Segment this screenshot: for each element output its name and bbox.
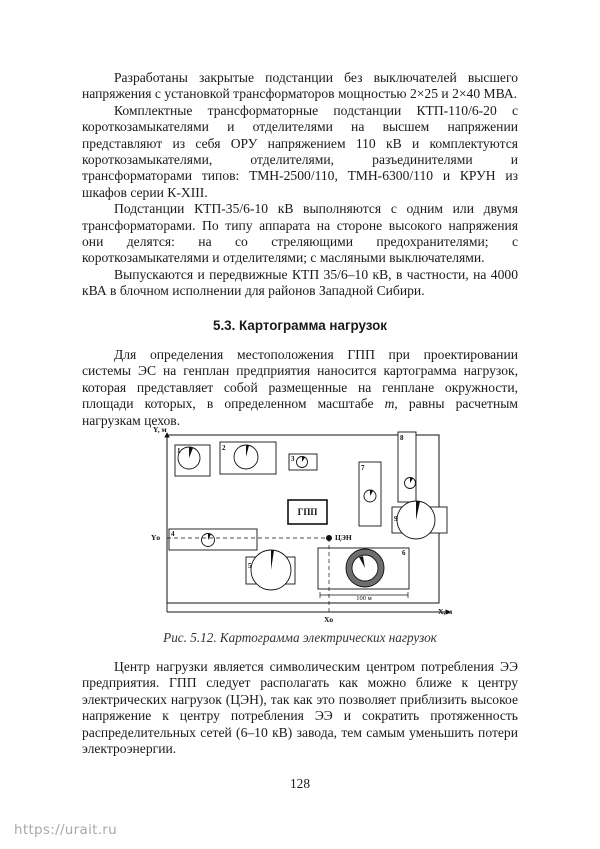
shop-9 [392, 501, 447, 539]
shop-1 [175, 445, 210, 476]
cartogram-svg [150, 424, 460, 624]
shop-number: 4 [171, 530, 175, 538]
load-centre-point [326, 535, 332, 541]
shop-number: 3 [291, 455, 295, 463]
paragraph: Выпускаются и передвижные КТП 35/6–10 кВ, в частности, на 4000 кВА в блочном исполнении для районов Западной Сибири. [82, 266, 518, 299]
x0-label: Xо [324, 615, 334, 624]
shop-7 [359, 462, 381, 526]
body-text-bottom [82, 659, 518, 757]
shop-number: 9 [394, 515, 398, 523]
x-axis-label: X, м [438, 607, 453, 616]
body-text-mid [82, 347, 518, 429]
page-number: 128 [289, 776, 311, 791]
paragraph-text: Для определения местоположения ГПП при проектировании системы ЭС на генплан предприятия наносится картограмма нагрузок, которая представляет собой размещенные на генплане окружности, площади которых, в определенном масштабе [82, 347, 518, 412]
paragraph: Центр нагрузки является символическим центром потребления ЭЭ предприятия. ГПП следует располагать как можно ближе к центру электрических нагрузок (ЦЭН), так как это позволяет приблизить высокое напряжение к центру потребления ЭЭ и сократить протяженность распределительных сетей (6–10 кВ) завода, тем самым уменьшить потери электроэнергии. [82, 659, 518, 757]
shop-number: 7 [361, 464, 365, 472]
gpp-substation [288, 500, 327, 524]
gpp-label: ГПП [297, 507, 318, 517]
shop-number: 1 [177, 447, 181, 455]
shop-number: 6 [402, 549, 406, 557]
paragraph: Комплектные трансформаторные подстанции КТП-110/6-20 с короткозамыкателями и отделителями на высшем напряжении представляют из себя ОРУ напряжением 110 кВ и комплектуются короткозамыкателями, отделителями, разъединителями и трансформаторами типов: ТМН-2500/110, ТМН-6300/110 и КРУН из шкафов серии К-XIII. [82, 102, 518, 200]
shop-8 [398, 432, 416, 502]
figure-caption: Рис. 5.12. Картограмма электрических нагрузок [163, 630, 437, 645]
scale-label: 100 м [356, 595, 372, 602]
load-cartogram-figure [150, 424, 460, 624]
shop-3 [289, 454, 317, 470]
shop-number: 2 [222, 444, 226, 452]
paragraph: Подстанции КТП-35/6-10 кВ выполняются с одним или двумя трансформаторами. По типу аппарата на стороне высокого напряжения они делятся: на со стреляющими предохранителями; с короткозамыкателями и отделителями; с масляными выключателями. [82, 201, 518, 266]
shop-2 [220, 442, 276, 474]
shop-number: 5 [248, 562, 252, 570]
paragraph [82, 347, 518, 429]
y-axis-label: Y, м [153, 425, 167, 434]
paragraph: Разработаны закрытые подстанции без выключателей высшего напряжения с установкой трансформаторов мощностью 2×25 и 2×40 МВА. [82, 70, 518, 102]
shop-4 [169, 529, 257, 550]
cen-label: ЦЭН [335, 533, 352, 542]
shop-number: 8 [400, 434, 404, 442]
shop-5 [246, 550, 295, 590]
y0-label: Yо [151, 533, 161, 542]
shop-6 [318, 548, 409, 589]
watermark: https://urait.ru [14, 822, 118, 838]
body-text-top [82, 70, 518, 300]
scale-bar [320, 592, 408, 602]
section-heading: 5.3. Картограмма нагрузок [213, 318, 387, 333]
paragraph-text: , равны расчетным нагрузкам цехов. [82, 396, 518, 428]
variable-m: m [384, 396, 395, 412]
